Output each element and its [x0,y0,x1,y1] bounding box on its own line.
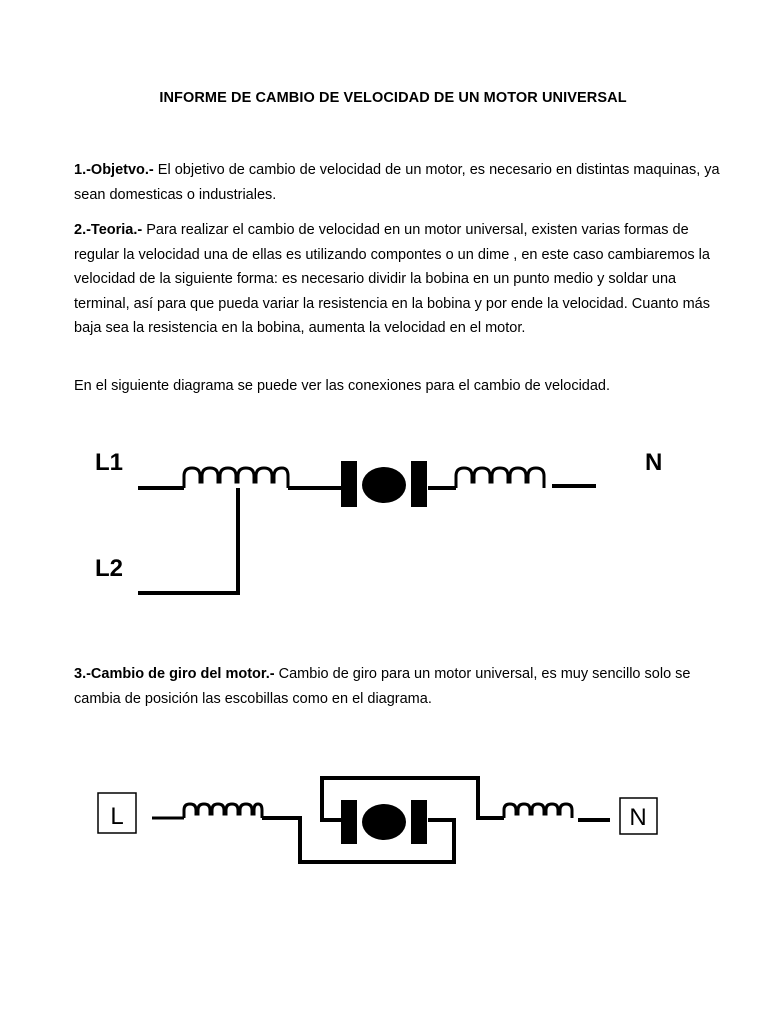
section-text: En el siguiente diagrama se puede ver las conexiones para el cambio de velocidad. [74,378,611,394]
section-heading: 2.-Teoria.- [74,222,143,238]
speed-change-diagram [0,430,768,610]
diagram-intro-paragraph [74,374,724,399]
brush-right [411,800,427,844]
section-heading: 1.-Objetvo.- [74,162,154,178]
section-text: Para realizar el cambio de velocidad en un motor universal, existen varias formas de regular la velocidad una de ellas es utilizando compontes o un dime , en este caso cambiaremos la velocidad de la siguiente forma: es necesario dividir la bobina en un punto medio y soldar una terminal, así para que pueda variar la resistencia en la bobina y por ende la velocidad. Cuanto más baja sea la resistencia en la bobina, aumenta la velocidad en el motor. [74,222,710,336]
field-coil-1 [184,804,262,818]
rotation-change-diagram [0,760,768,890]
section-text: El objetivo de cambio de velocidad de un motor, es necesario en distintas maquinas, ya sean domesticas o industriales. [74,162,720,203]
field-coil-1 [184,468,288,488]
section-teoria [74,218,724,341]
label-n: N [645,449,663,476]
section-cambio-giro [74,662,724,711]
field-coil-2 [456,468,544,488]
armature-icon [362,804,406,840]
brush-left [341,461,357,507]
armature-icon [362,467,406,503]
brush-right [411,461,427,507]
brush-left [341,800,357,844]
wire-center-tap-l2 [138,488,238,593]
label-l2: L2 [95,555,124,582]
field-coil-2 [504,804,572,818]
section-objetivo [74,158,724,207]
label-l: L [110,803,124,830]
document-title: INFORME DE CAMBIO DE VELOCIDAD DE UN MOTOR UNIVERSAL [159,90,627,106]
section-heading: 3.-Cambio de giro del motor.- [74,666,275,682]
label-l1: L1 [95,449,124,476]
label-n: N [629,804,647,831]
section-text: Cambio de giro para un motor universal, es muy sencillo solo se cambia de posición las escobillas como en el diagrama. [74,666,691,707]
